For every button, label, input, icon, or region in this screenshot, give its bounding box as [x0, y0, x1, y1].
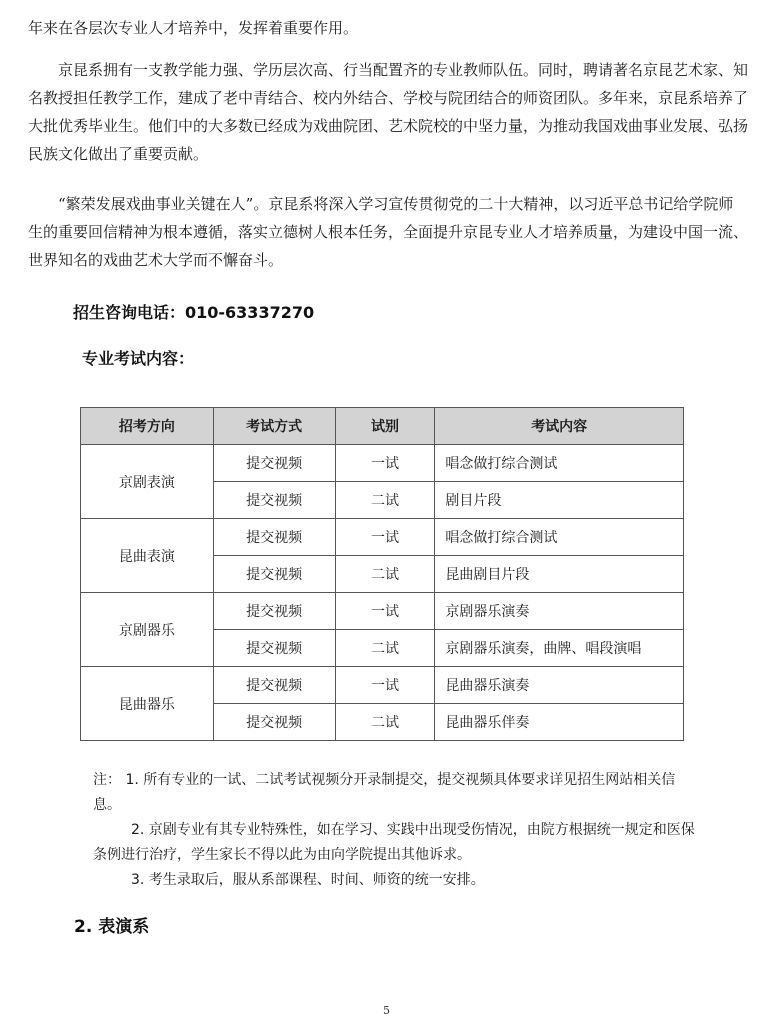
table-row — [81, 519, 684, 556]
method-cell: 提交视频 — [213, 556, 335, 593]
content-cell: 昆曲剧目片段 — [435, 556, 684, 593]
table-header-row — [81, 408, 684, 445]
header-content: 考试内容 — [435, 408, 684, 445]
header-direction: 招考方向 — [81, 408, 214, 445]
content-cell: 唱念做打综合测试 — [435, 519, 684, 556]
round-cell: 二试 — [335, 556, 435, 593]
content-cell: 京剧器乐演奏，曲牌、唱段演唱 — [435, 630, 684, 667]
direction-cell: 京剧器乐 — [81, 593, 214, 667]
table-row — [81, 593, 684, 630]
direction-cell: 昆曲器乐 — [81, 667, 214, 741]
paragraph-intro-end: 年来在各层次专业人才培养中，发挥着重要作用。 — [28, 19, 359, 37]
round-cell: 一试 — [335, 445, 435, 482]
table-row — [81, 445, 684, 482]
page-number: 5 — [383, 1004, 390, 1017]
section-heading: 2. 表演系 — [74, 917, 150, 937]
method-cell: 提交视频 — [213, 630, 335, 667]
round-cell: 一试 — [335, 667, 435, 704]
header-round: 试别 — [335, 408, 435, 445]
content-cell: 剧目片段 — [435, 482, 684, 519]
paragraph-faculty: 京昆系拥有一支教学能力强、学历层次高、行当配置齐的专业教师队伍。同时，聘请著名京昆艺术家、知名教授担任教学工作，建成了老中青结合、校内外结合、学校与院团结合的师资团队。多年来，京昆系培养了大批优秀毕业生。他们中的大多数已经成为戏曲院团、艺术院校的中坚力量，为推动我国戏曲事业发展、弘扬民族文化做出了重要贡献。 — [28, 61, 749, 163]
method-cell: 提交视频 — [213, 519, 335, 556]
direction-cell: 昆曲表演 — [81, 519, 214, 593]
round-cell: 二试 — [335, 630, 435, 667]
round-cell: 一试 — [335, 519, 435, 556]
content-cell: 昆曲器乐演奏 — [435, 667, 684, 704]
method-cell: 提交视频 — [213, 482, 335, 519]
method-cell: 提交视频 — [213, 667, 335, 704]
admissions-phone: 招生咨询电话：010-63337270 — [73, 303, 315, 322]
note-3: 3. 考生录取后，服从系部课程、时间、师资的统一安排。 — [131, 872, 485, 888]
exam-content-title: 专业考试内容： — [82, 349, 195, 368]
direction-cell: 京剧表演 — [81, 445, 214, 519]
method-cell: 提交视频 — [213, 445, 335, 482]
paragraph-mission: “繁荣发展戏曲事业关键在人”。京昆系将深入学习宣传贯彻党的二十大精神，以习近平总书记给学院师生的重要回信精神为根本遵循，落实立德树人根本任务，全面提升京昆专业人才培养质量，为建设中国一流、世界知名的戏曲艺术大学而不懈奋斗。 — [28, 195, 749, 269]
round-cell: 一试 — [335, 593, 435, 630]
content-cell: 昆曲器乐伴奏 — [435, 704, 684, 741]
exam-table — [80, 407, 684, 741]
table-row — [81, 667, 684, 704]
notes-block — [93, 768, 703, 893]
note-1: 注： 1. 所有专业的一试、二试考试视频分开录制提交，提交视频具体要求详见招生网站相关信息。 — [93, 772, 676, 813]
header-method: 考试方式 — [213, 408, 335, 445]
content-cell: 唱念做打综合测试 — [435, 445, 684, 482]
method-cell: 提交视频 — [213, 593, 335, 630]
content-cell: 京剧器乐演奏 — [435, 593, 684, 630]
round-cell: 二试 — [335, 704, 435, 741]
note-2: 2. 京剧专业有其专业特殊性，如在学习、实践中出现受伤情况，由院方根据统一规定和医保条例进行治疗，学生家长不得以此为由向学院提出其他诉求。 — [93, 822, 695, 863]
method-cell: 提交视频 — [213, 704, 335, 741]
round-cell: 二试 — [335, 482, 435, 519]
